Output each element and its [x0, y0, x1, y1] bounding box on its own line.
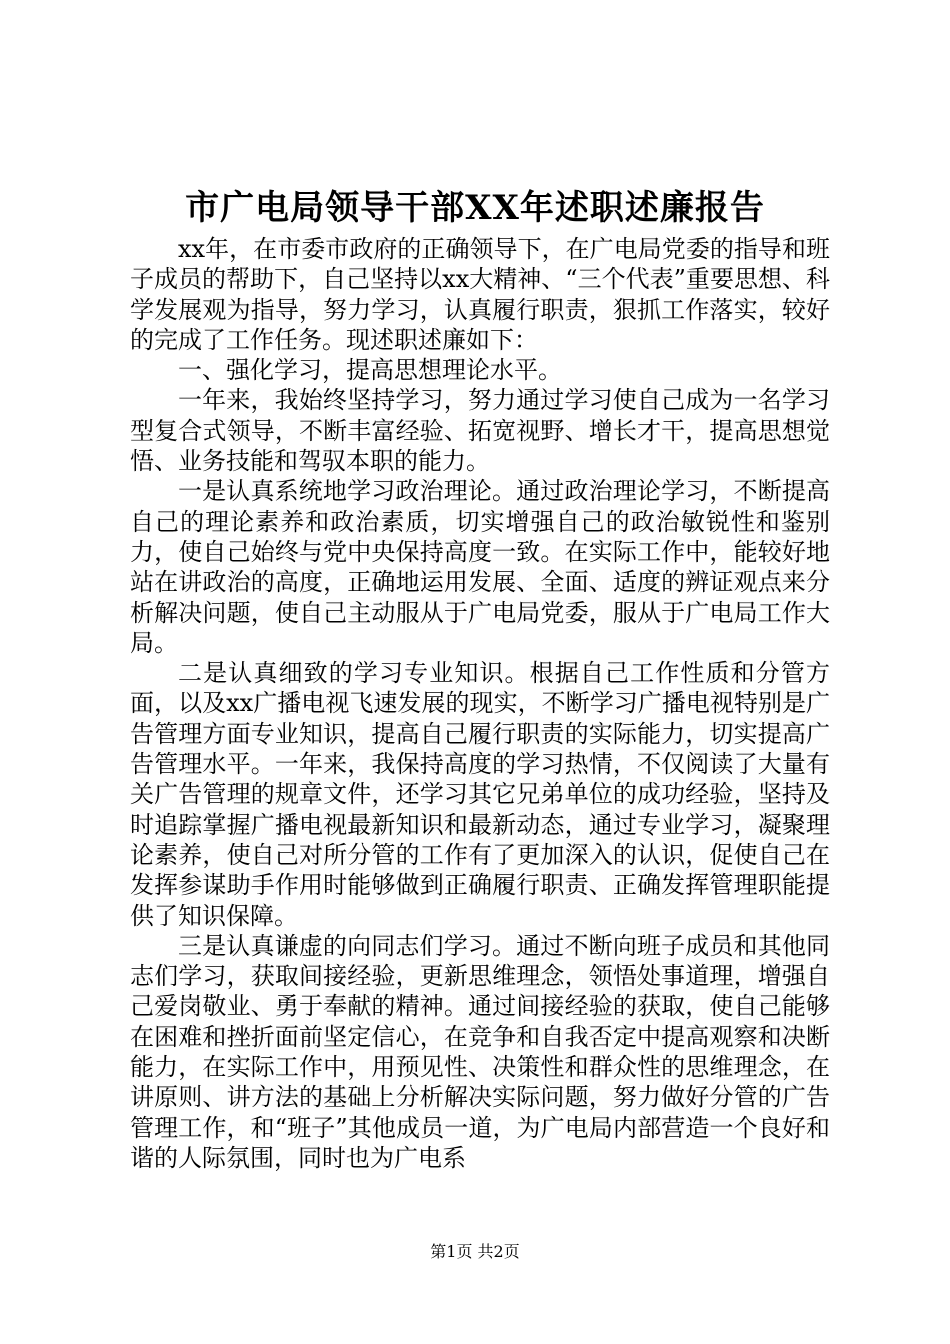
page-footer: 第1页 共2页 [430, 1242, 520, 1261]
paragraph: xx年，在市委市政府的正确领导下，在广电局党委的指导和班子成员的帮助下，自己坚持以xx大精神、“三个代表”重要思想、科学发展观为指导，努力学习，认真履行职责，狠抓工作落实，较好的完成了工作任务。现述职述廉如下： [130, 235, 830, 354]
paragraph: 一年来，我始终坚持学习，努力通过学习使自己成为一名学习型复合式领导，不断丰富经验、拓宽视野、增长才干，提高思想觉悟、业务技能和驾驭本职的能力。 [130, 386, 830, 476]
paragraph: 一是认真系统地学习政治理论。通过政治理论学习，不断提高自己的理论素养和政治素质，切实增强自己的政治敏锐性和鉴别力，使自己始终与党中央保持高度一致。在实际工作中，能较好地站在讲政治的高度，正确地运用发展、全面、适度的辨证观点来分析解决问题，使自己主动服从于广电局党委，服从于广电局工作大局。 [130, 477, 830, 657]
document-title: 市广电局领导干部XX年述职述廉报告 [185, 188, 765, 228]
document-body [130, 234, 830, 1173]
section-heading: 一、强化学习，提高思想理论水平。 [178, 356, 562, 385]
paragraph: 三是认真谦虚的向同志们学习。通过不断向班子成员和其他同志们学习，获取间接经验，更新思维理念，领悟处事道理，增强自己爱岗敬业、勇于奉献的精神。通过间接经验的获取，使自己能够在困难和挫折面前坚定信心，在竞争和自我否定中提高观察和决断能力，在实际工作中，用预见性、决策性和群众性的思维理念，在讲原则、讲方法的基础上分析解决实际问题，努力做好分管的广告管理工作，和“班子”其他成员一道，为广电局内部营造一个良好和谐的人际氛围，同时也为广电系 [130, 931, 830, 1172]
paragraph: 二是认真细致的学习专业知识。根据自己工作性质和分管方面，以及xx广播电视飞速发展的现实，不断学习广播电视特别是广告管理方面专业知识，提高自己履行职责的实际能力，切实提高广告管理水平。一年来，我保持高度的学习热情，不仅阅读了大量有关广告管理的规章文件，还学习其它兄弟单位的成功经验，坚持及时追踪掌握广播电视最新知识和最新动态，通过专业学习，凝聚理论素养，使自己对所分管的工作有了更加深入的认识，促使自己在发挥参谋助手作用时能够做到正确履行职责、正确发挥管理职能提供了知识保障。 [130, 659, 830, 930]
